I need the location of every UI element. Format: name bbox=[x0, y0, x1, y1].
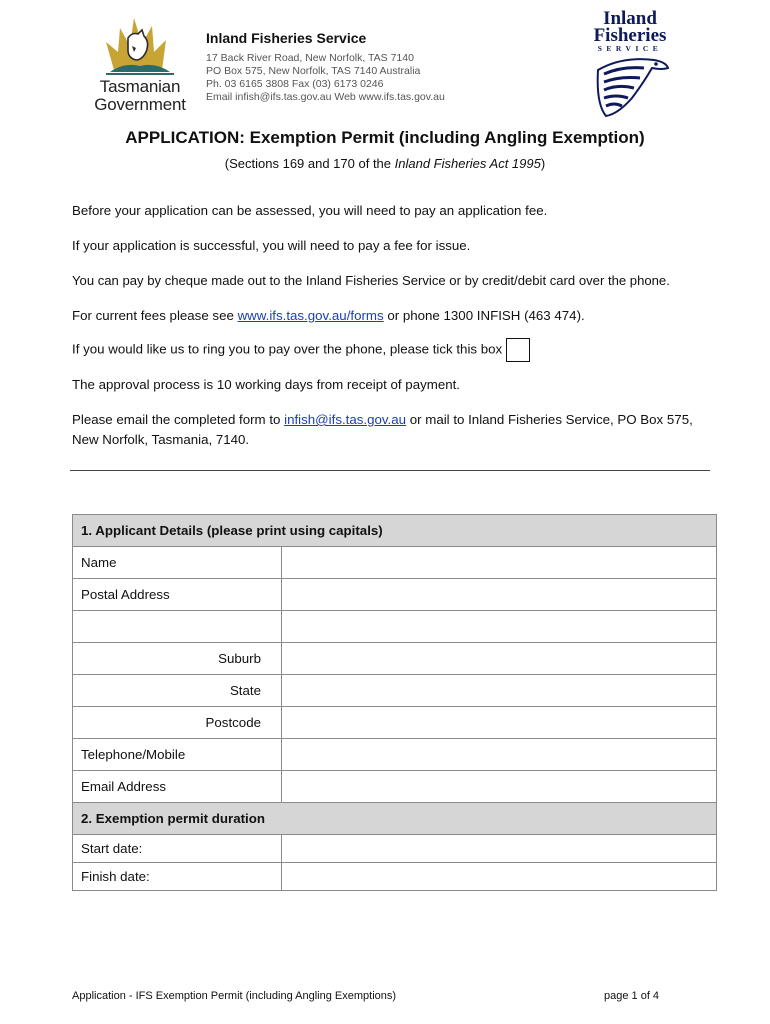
section-permit-duration: 2. Exemption permit duration bbox=[73, 803, 717, 835]
para-payment-methods: You can pay by cheque made out to the Inland Fisheries Service or by credit/debit card over the phone. bbox=[72, 273, 670, 288]
para-phone-tick bbox=[72, 338, 722, 362]
ifs-logo-line1: Inland bbox=[603, 8, 657, 29]
suburb-label: Suburb bbox=[73, 643, 282, 675]
suburb-field[interactable] bbox=[282, 643, 717, 675]
para-application-fee: Before your application can be assessed, you will need to pay an application fee. bbox=[72, 203, 548, 218]
state-label: State bbox=[73, 675, 282, 707]
telephone-label: Telephone/Mobile bbox=[73, 739, 282, 771]
footer-document-name: Application - IFS Exemption Permit (including Angling Exemptions) bbox=[72, 990, 397, 1002]
email-field[interactable] bbox=[282, 771, 717, 803]
org-name: Inland Fisheries Service bbox=[206, 30, 367, 46]
telephone-field[interactable] bbox=[282, 739, 717, 771]
finish-date-field[interactable] bbox=[282, 863, 717, 891]
application-form bbox=[72, 514, 717, 891]
fees-suffix: or phone 1300 INFISH (463 474). bbox=[383, 308, 585, 323]
fees-link[interactable]: www.ifs.tas.gov.au/forms bbox=[237, 308, 384, 323]
ifs-logo-line2: Fisheries bbox=[593, 25, 667, 46]
address-line-4: Email infish@ifs.tas.gov.au Web www.ifs.tas.gov.au bbox=[206, 91, 445, 103]
submit-suffix: or mail to Inland Fisheries Service, PO Box 575, New Norfolk, Tasmania, 7140. bbox=[72, 412, 693, 447]
page-title: APPLICATION: Exemption Permit (including Angling Exemption) bbox=[125, 128, 645, 147]
postal-address-label: Postal Address bbox=[73, 579, 282, 611]
divider bbox=[70, 470, 710, 471]
postal-address-line2-field[interactable] bbox=[282, 611, 717, 643]
fees-prefix: For current fees please see bbox=[72, 308, 238, 323]
address-line-3: Ph. 03 6165 3808 Fax (03) 6173 0246 bbox=[206, 78, 384, 90]
thylacine-emblem-icon bbox=[84, 12, 196, 78]
subtitle-prefix: (Sections 169 and 170 of the bbox=[224, 156, 395, 171]
gov-logo-line1: Tasmanian bbox=[99, 77, 181, 96]
postal-address-field[interactable] bbox=[282, 579, 717, 611]
footer-page-number: page 1 of 4 bbox=[604, 990, 660, 1002]
finish-date-label: Finish date: bbox=[73, 863, 282, 891]
postal-address-line2-label bbox=[73, 611, 282, 643]
para-issue-fee: If your application is successful, you will need to pay a fee for issue. bbox=[72, 238, 471, 253]
phone-payment-checkbox[interactable] bbox=[506, 338, 530, 362]
state-field[interactable] bbox=[282, 675, 717, 707]
email-label: Email Address bbox=[73, 771, 282, 803]
address-line-1: 17 Back River Road, New Norfolk, TAS 7140 bbox=[206, 52, 414, 64]
name-label: Name bbox=[73, 547, 282, 579]
page-subtitle bbox=[0, 156, 770, 171]
fish-emblem-icon bbox=[592, 54, 670, 120]
postcode-label: Postcode bbox=[73, 707, 282, 739]
submit-prefix: Please email the completed form to bbox=[72, 412, 285, 427]
inland-fisheries-logo bbox=[584, 8, 676, 120]
address-line-2: PO Box 575, New Norfolk, TAS 7140 Australia bbox=[206, 65, 421, 77]
phone-tick-label: If you would like us to ring you to pay over the phone, please tick this box bbox=[72, 341, 503, 357]
para-current-fees bbox=[72, 306, 722, 326]
email-link[interactable]: infish@ifs.tas.gov.au bbox=[284, 412, 407, 427]
section-applicant-details: 1. Applicant Details (please print using capitals) bbox=[73, 515, 717, 547]
start-date-field[interactable] bbox=[282, 835, 717, 863]
subtitle-suffix: ) bbox=[540, 156, 546, 171]
start-date-label: Start date: bbox=[73, 835, 282, 863]
gov-logo-line2: Government bbox=[94, 95, 186, 114]
para-approval-process: The approval process is 10 working days from receipt of payment. bbox=[72, 377, 461, 392]
name-field[interactable] bbox=[282, 547, 717, 579]
tasmanian-government-logo bbox=[84, 12, 196, 114]
para-submit-instructions bbox=[72, 410, 720, 450]
subtitle-act: Inland Fisheries Act 1995 bbox=[394, 156, 541, 171]
ifs-logo-line3: SERVICE bbox=[597, 44, 663, 53]
postcode-field[interactable] bbox=[282, 707, 717, 739]
